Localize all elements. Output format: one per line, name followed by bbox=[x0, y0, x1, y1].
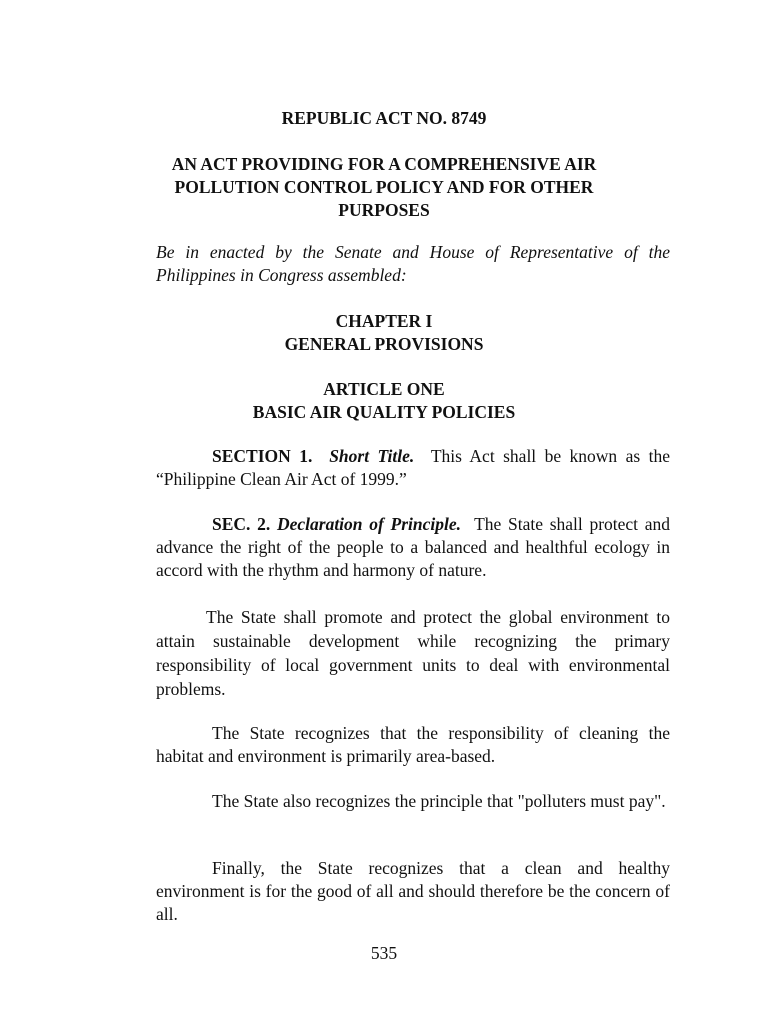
paragraph-polluters-pay: The State also recognizes the principle that "polluters must pay". bbox=[212, 791, 666, 811]
paragraph-global-environment: The State shall promote and protect the global environment to attain sustainable development while recognizing the primary responsibility of local government units to deal with environmental problems. bbox=[156, 607, 670, 699]
paragraph-clean-environment: Finally, the State recognizes that a clean and healthy environment is for the good of all and should therefore be the concern of all. bbox=[156, 858, 670, 924]
section-2-heading: Declaration of Principle. bbox=[276, 514, 461, 534]
enacting-clause: Be in enacted by the Senate and House of Representative of the Philippines in Congress assembled: bbox=[156, 242, 670, 285]
section-2-label: SEC. 2. bbox=[212, 514, 271, 534]
section-1-text: This Act shall be known as the “Philippine Clean Air Act of 1999.” bbox=[156, 446, 670, 489]
article-number: ARTICLE ONE bbox=[323, 379, 445, 399]
act-number: REPUBLIC ACT NO. 8749 bbox=[281, 108, 487, 128]
paragraph-area-based: The State recognizes that the responsibility of cleaning the habitat and environment is primarily area-based. bbox=[156, 723, 670, 766]
section-2 bbox=[156, 513, 670, 582]
article-title: BASIC AIR QUALITY POLICIES bbox=[252, 402, 516, 422]
chapter-title: GENERAL PROVISIONS bbox=[284, 334, 484, 354]
section-1-heading: Short Title. bbox=[329, 446, 415, 466]
section-1 bbox=[156, 445, 670, 491]
chapter-number: CHAPTER I bbox=[335, 311, 433, 331]
act-title: AN ACT PROVIDING FOR A COMPREHENSIVE AIR POLLUTION CONTROL POLICY AND FOR OTHER PURPOSES bbox=[171, 154, 597, 220]
page-number: 535 bbox=[370, 943, 398, 963]
section-1-label: SECTION 1. bbox=[212, 446, 313, 466]
section-2-text: The State shall protect and advance the right of the people to a balanced and healthful ecology in accord with the rhythm and harmony of nature. bbox=[156, 514, 671, 580]
